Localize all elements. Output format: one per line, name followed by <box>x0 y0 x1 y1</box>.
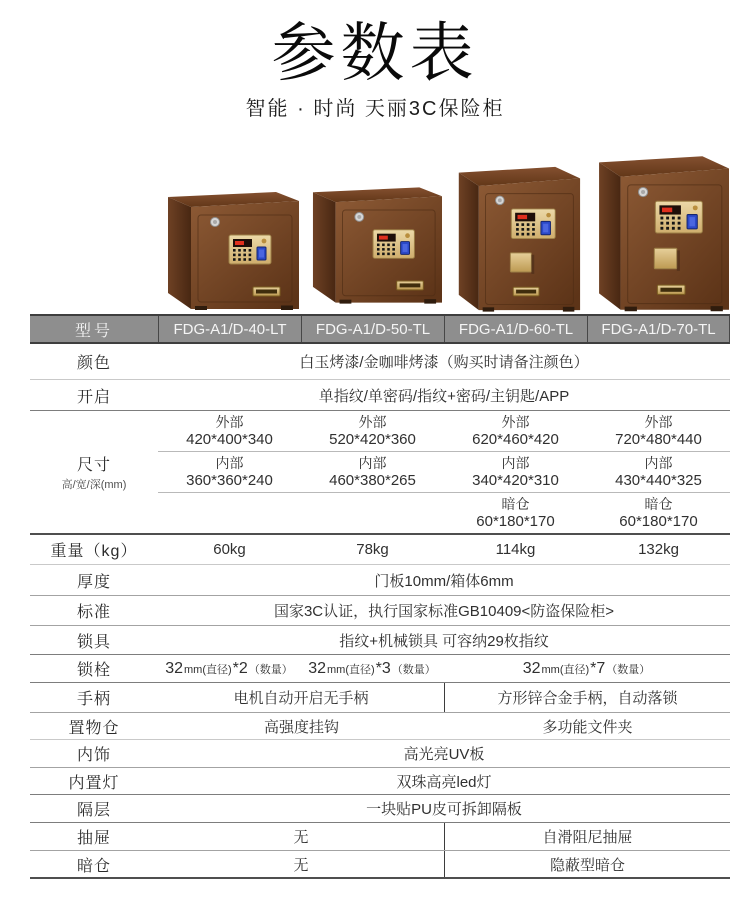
row-dark-compartment <box>30 851 730 879</box>
row-interior <box>30 740 730 768</box>
row-opening-label: 开启 <box>76 388 111 406</box>
handle-value-right: 方形锌合金手柄，自动落锁 <box>497 690 678 707</box>
row-thickness-label: 厚度 <box>76 573 111 591</box>
row-drawer <box>30 823 730 851</box>
row-shelf <box>30 795 730 823</box>
row-bolt-label: 锁栓 <box>76 662 111 679</box>
row-color <box>30 344 730 380</box>
row-shelf-value: 一块贴PU皮可拆卸隔板 <box>366 801 522 818</box>
drawer-value-right: 自滑阻尼抽屉 <box>542 829 633 846</box>
row-dimensions <box>30 411 730 535</box>
dim-cell: 暗仓 60*180*170 <box>619 496 698 530</box>
drawer-value-left: 无 <box>158 823 445 850</box>
bolt-value-col1: 32 mm(直径) *2 （数量） <box>165 659 293 677</box>
dimensions-label: 尺寸 <box>76 457 111 474</box>
row-light-value: 双珠高亮led灯 <box>396 773 492 791</box>
row-lock-value: 指纹+机械锁具 可容纳29枚指纹 <box>339 632 549 650</box>
model-name: FDG-A1/D-40-LT <box>158 316 301 342</box>
dim-cell: 外部 520*420*360 <box>329 414 416 448</box>
model-name: FDG-A1/D-70-TL <box>587 316 730 342</box>
safe-image-40 <box>164 191 300 311</box>
model-header-label: 型号 <box>74 322 113 340</box>
page-title: 参数表 <box>271 17 479 89</box>
row-interior-value: 高光亮UV板 <box>403 746 485 763</box>
row-storage <box>30 713 730 740</box>
dimensions-unit-label: 高/宽/深(mm) <box>61 479 127 491</box>
weight-value: 78kg <box>356 541 389 558</box>
safe-image-70 <box>596 154 729 314</box>
dimensions-outer-row <box>158 411 730 452</box>
dim-cell-empty <box>158 493 301 533</box>
dim-cell: 内部 360*360*240 <box>186 455 273 489</box>
row-lock <box>30 626 730 655</box>
dark-compartment-value-right: 隐蔽型暗仓 <box>549 856 625 874</box>
handle-value-left: 电机自动开启无手柄 <box>158 683 445 712</box>
row-dimensions-label <box>30 411 158 533</box>
row-thickness-value: 门板10mm/箱体6mm <box>374 572 514 590</box>
dim-cell: 暗仓 60*180*170 <box>476 496 555 530</box>
row-thickness <box>30 565 730 596</box>
bolt-value-col2: 32 mm(直径) *3 （数量） <box>308 659 436 677</box>
row-interior-label: 内饰 <box>76 747 111 764</box>
storage-value-left: 高强度挂钩 <box>263 718 339 736</box>
dark-compartment-value-left: 无 <box>158 851 445 877</box>
row-weight <box>30 535 730 565</box>
model-name: FDG-A1/D-60-TL <box>444 316 587 342</box>
row-handle <box>30 683 730 713</box>
safe-image-50 <box>310 179 442 312</box>
weight-value: 114kg <box>495 541 536 558</box>
storage-value-right: 多功能文件夹 <box>542 718 633 736</box>
dimensions-grid <box>158 411 730 533</box>
dim-cell: 外部 420*400*340 <box>186 414 273 448</box>
row-standard-label: 标准 <box>76 604 111 621</box>
row-standard <box>30 596 730 626</box>
safe-image-60 <box>454 165 582 314</box>
weight-value: 132kg <box>638 541 679 558</box>
row-dark-compartment-label: 暗仓 <box>76 857 111 875</box>
row-opening-value: 单指纹/单密码/指纹+密码/主钥匙/APP <box>318 387 570 405</box>
dimensions-inner-row <box>158 452 730 493</box>
weight-value: 60kg <box>213 541 246 558</box>
row-handle-label: 手柄 <box>76 691 111 708</box>
row-lock-label: 锁具 <box>76 633 111 651</box>
dim-cell: 外部 620*460*420 <box>472 414 559 448</box>
dim-cell: 内部 430*440*325 <box>615 455 702 489</box>
dim-cell-empty <box>301 493 444 533</box>
row-standard-value: 国家3C认证，执行国家标准GB10409<防盗保险柜> <box>273 603 615 620</box>
row-color-label: 颜色 <box>76 355 111 372</box>
model-header-row <box>30 314 730 344</box>
row-storage-label: 置物仓 <box>68 719 120 737</box>
row-opening <box>30 380 730 411</box>
dim-cell: 内部 340*420*310 <box>472 455 559 489</box>
dim-cell: 内部 460*380*265 <box>329 455 416 489</box>
row-color-value: 白玉烤漆/金咖啡烤漆（购买时请备注颜色） <box>299 354 589 371</box>
dimensions-hidden-row <box>158 493 730 533</box>
row-drawer-label: 抽屉 <box>76 830 111 847</box>
row-weight-label: 重量（kg） <box>50 543 138 560</box>
row-shelf-label: 隔层 <box>76 802 111 819</box>
row-light-label: 内置灯 <box>68 774 120 792</box>
dim-cell: 外部 720*480*440 <box>615 414 702 448</box>
page-subtitle: 智能 · 时尚 天丽3C保险柜 <box>245 98 505 120</box>
model-name: FDG-A1/D-50-TL <box>301 316 444 342</box>
row-bolt <box>30 655 730 683</box>
spec-table <box>30 314 730 879</box>
bolt-value-col3-4: 32 mm(直径) *7 （数量） <box>522 659 651 677</box>
row-light <box>30 768 730 795</box>
